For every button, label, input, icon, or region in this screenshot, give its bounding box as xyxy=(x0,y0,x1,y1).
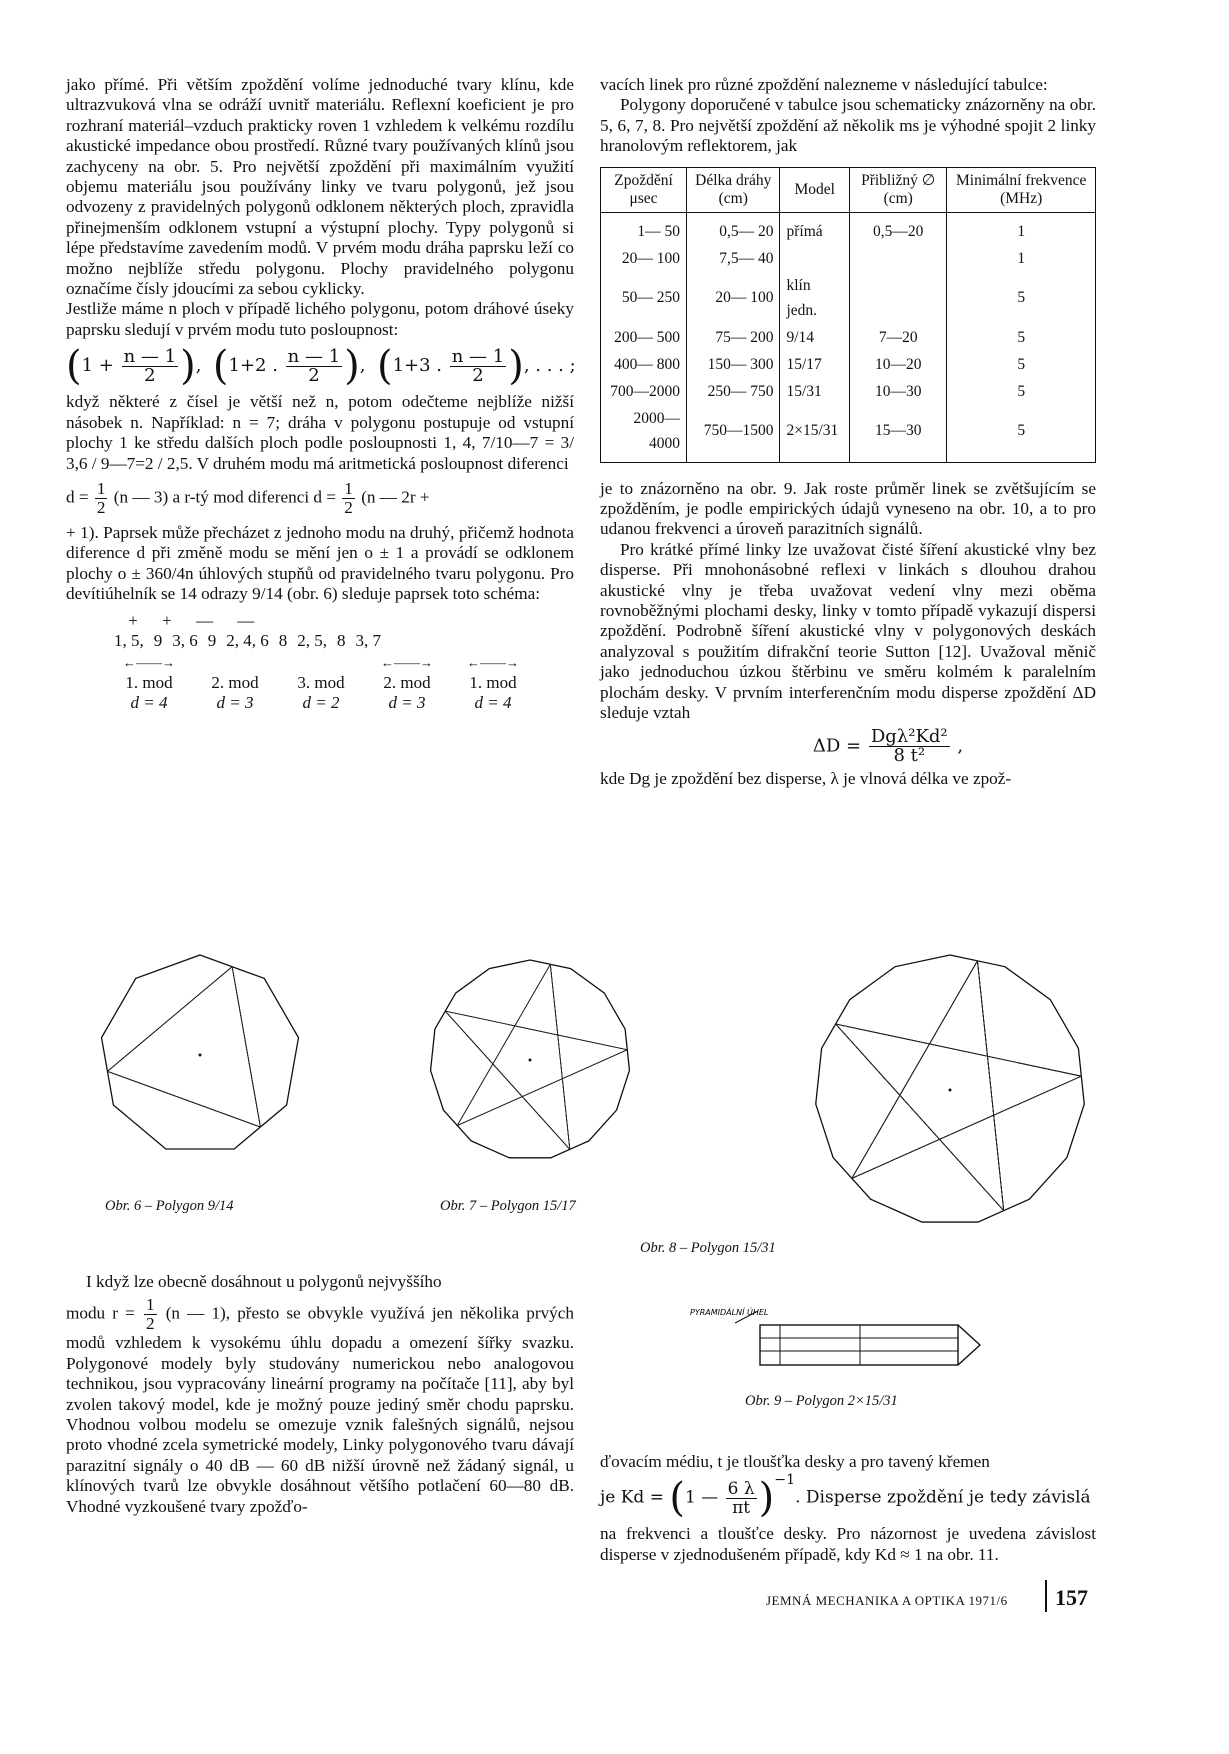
table-cell: 0,5—20 xyxy=(850,212,947,245)
page-number: 157 xyxy=(1055,1585,1088,1610)
schema-mark xyxy=(114,611,118,631)
schema-mark xyxy=(182,611,186,631)
table-cell: 2×15/31 xyxy=(780,405,850,463)
schema-number: 2, 5, xyxy=(297,630,327,650)
table-cell: 5 xyxy=(947,324,1096,351)
journal-footer: JEMNÁ MECHANIKA A OPTIKA 1971/6 xyxy=(766,1593,1008,1608)
center-point xyxy=(199,1054,202,1057)
difference-label: d = 4 xyxy=(474,693,512,713)
right-column xyxy=(600,75,1096,789)
table-row xyxy=(601,324,1096,351)
ray-path xyxy=(852,961,978,1179)
table-cell: 15/17 xyxy=(780,351,850,378)
table-cell: 5 xyxy=(947,378,1096,405)
schema-number: 9 xyxy=(207,630,217,650)
table-cell: 7,5— 40 xyxy=(687,245,780,272)
table-cell: 7—20 xyxy=(850,324,947,351)
table-row xyxy=(601,351,1096,378)
mode-label: 2. mod xyxy=(211,672,259,692)
figure-caption: Obr. 9 – Polygon 2×15/31 xyxy=(745,1393,898,1409)
table-cell: 5 xyxy=(947,272,1096,324)
table-cell: přímá xyxy=(780,212,850,245)
table-header: Model xyxy=(780,167,850,212)
schema-mark xyxy=(148,611,152,631)
center-point xyxy=(949,1089,952,1092)
difference-label: d = 4 xyxy=(130,693,168,713)
ray-path xyxy=(445,1011,569,1149)
ray-path xyxy=(550,964,569,1149)
polygon-15-17-figure xyxy=(410,940,650,1180)
left-lower-text: I když lze obecně dosáhnout u polygonů nejvyššího modu r = $\frac{1}{2}$ (n — 1), přesto se obvykle využívá jen několika prvých modů vzhledem k vysokému úhlu dopadu a omezení šířky svazku. Polygonové modely byly studovány numerickou nebo analogovou technikou, jsou vypracovány lineární programy na počítače [11], aby byl zvolen takový model, kde je možný pouze jediný směr chodu paprsku. Vhodnou volbou modelu se omezuje vznik falešných signálů, nejsou proto vhodné zcela symetrické modely, Linky polygonového tvaru dávají parazitní signály o 40 dB — 60 dB nižší úrovně než žádaný signál, u klínových tvarů lze obvykle dosáhnout většího potlačení 60—80 dB. Vhodné vyzkoušené tvary zpožďo- xyxy=(66,1272,574,1516)
table-cell: 20— 100 xyxy=(601,245,687,272)
kd-equation: je Kd = (1 — $\frac{6 \lambda}{\pi t}$ )$^{-1}$. Disperse zpoždění je tedy závislá xyxy=(600,1472,1091,1522)
paragraph: jako přímé. Při větším zpoždění volíme jednoduché tvary klínu, kde ultrazvuková vlna se odráží uvnitř materiálu. Reflexní koeficient je pro rozhraní materiál–vzduch prakticky roven 1 vzhledem k velkému rozdílu akustické impedance obou prostředí. Různé tvary používaných klínů jsou zachyceny na obr. 5. Pro největší zpoždění při maximálním využití objemu materiálu jsou používány linky ve tvaru polygonů, jež jsou odvozeny z pravidelných polygonů odklonem některých ploch, zpravidla přinejmenším odklonem vstupní a výstupní plochy. Typy polygonů si lépe představíme zavedením modů. V prvém modu dráha paprsku leží co možno nejblíže středu polygonu. Plochy pravidelného polygonu označíme čísly jdoucími za sebou cyklicky. xyxy=(66,75,574,299)
ray-path xyxy=(107,967,232,1072)
table-cell xyxy=(850,272,947,324)
schema-number: 8 xyxy=(278,630,288,650)
paragraph: ďovacím médiu, t je tloušťka desky a pro tavený křemen xyxy=(600,1452,990,1471)
table-cell: 750—1500 xyxy=(687,405,780,463)
table-cell: 5 xyxy=(947,351,1096,378)
paragraph: když některé z čísel je větší než n, potom odečteme nejblíže nižší násobek n. Například: n = 7; dráha v polygonu postupuje od vstupní plochy 1 ke středu dalších ploch podle posloupnosti 1, 4, 7/10—7 = 3/ 3,6 / 9—7=2 / 2,5. V druhém modu má aritmetická posloupnost diferenci xyxy=(66,392,574,473)
table-cell: 200— 500 xyxy=(601,324,687,351)
paragraph: Polygony doporučené v tabulce jsou schematicky znázorněny na obr. 5, 6, 7, 8. Pro největší zpoždění až několik ms je výhodné spojit 2 linky hranolovým reflektorem, jak xyxy=(600,95,1096,156)
paragraph: Pro krátké přímé linky lze uvažovat čisté šíření akustické vlny bez disperse. Při mnohonásobné reflexi v linkách s dlouhou drahou akustické vlny je třeba uvažovat vedení vlny mezi oběma rovnoběžnými plochami desky, linky v tomto případě vykazují dispersi zpoždění. Podrobně šíření akustické vlny v polygonových deskách analyzoval s použitím difrakční teorie Sutton [12]. Uvažoval měnič jako jednoduchou úzkou štěrbinu ve směru kolmém k paralelním plochám desky. V prvním interferenčním modu disperse zpoždění ΔD sleduje vztah xyxy=(600,539,1096,723)
table-header: Délka dráhy (cm) xyxy=(687,167,780,212)
table-header: Přibližný ∅ (cm) xyxy=(850,167,947,212)
table-row xyxy=(601,212,1096,245)
mode-label: 1. mod xyxy=(469,672,517,692)
table-row xyxy=(601,245,1096,272)
table-cell: 150— 300 xyxy=(687,351,780,378)
table-cell: 15—30 xyxy=(850,405,947,463)
figure-caption: Obr. 6 – Polygon 9/14 xyxy=(105,1198,234,1214)
schema-number: 9 xyxy=(153,630,163,650)
ray-path xyxy=(232,967,260,1127)
schema-mark xyxy=(264,611,268,631)
dispersion-equation: ΔD = $\frac{\text{Dgλ²Kd²}}{\text{8 t²}}$ , xyxy=(812,725,964,766)
delay-table xyxy=(600,167,1096,463)
table-cell: 15/31 xyxy=(780,378,850,405)
mode-schema: + + — — 1, 5, 9 3, 6 9 2, 4, 6 8 2, 5, 8 3, 7 ←——→ ←——→ ←——→ 1. mod 2. mod 3. mod 2. mod 1. mod d = 4 d = 3 d = 2 d = 3 d = 4 xyxy=(66,611,574,714)
figure-caption: Obr. 7 – Polygon 15/17 xyxy=(440,1198,576,1214)
footer-divider xyxy=(1045,1580,1047,1612)
table-cell: 20— 100 xyxy=(687,272,780,324)
table-cell: 400— 800 xyxy=(601,351,687,378)
schema-mark: + xyxy=(128,610,138,630)
table-cell: 75— 200 xyxy=(687,324,780,351)
difference-label: d = 2 xyxy=(302,693,340,713)
paragraph: na frekvenci a tloušťce desky. Pro názornost je uvedena závislost disperse v zjednodušeném případě, kdy Kd ≈ 1 na obr. 11. xyxy=(600,1524,1096,1564)
table-cell: 1— 50 xyxy=(601,212,687,245)
figure-caption: Obr. 8 – Polygon 15/31 xyxy=(640,1240,776,1256)
table-header: Minimální frekvence (MHz) xyxy=(947,167,1096,212)
pyramid-angle-label: PYRAMIDÁLNÍ ÚHEL xyxy=(690,1308,769,1317)
left-column xyxy=(66,75,574,714)
mode-label: 2. mod xyxy=(383,672,431,692)
table-cell: 1 xyxy=(947,212,1096,245)
sequence-formula: (1 + $\frac{n — 1}{2}$ ), (1+2 . $\frac{n — 1}{2}$ ), (1+3 . $\frac{n — 1}{2}$ ), . . . ; xyxy=(66,343,576,390)
difference-label: d = 3 xyxy=(216,693,254,713)
ray-path xyxy=(977,961,1003,1211)
schema-mark: — xyxy=(237,610,255,630)
table-cell: 1 xyxy=(947,245,1096,272)
polygon-9-14-figure xyxy=(70,930,330,1180)
table-cell: 9/14 xyxy=(780,324,850,351)
mode-label: 1. mod xyxy=(125,672,173,692)
table-cell xyxy=(780,245,850,272)
difference-formula: d = $\frac{1}{2}$ (n — 3) a r-tý mod diferenci d = $\frac{1}{2}$ (n — 2r + xyxy=(66,478,430,517)
schema-number: 2, 4, 6 xyxy=(226,630,269,650)
table-row xyxy=(601,378,1096,405)
table-cell: 5 xyxy=(947,405,1096,463)
center-point xyxy=(529,1059,532,1062)
ray-path xyxy=(836,1024,1082,1076)
polygon-2x15-31-figure xyxy=(680,1295,1010,1375)
table-row xyxy=(601,272,1096,324)
difference-label: d = 3 xyxy=(388,693,426,713)
right-lower-text xyxy=(600,1452,1096,1565)
table-cell: 700—2000 xyxy=(601,378,687,405)
paragraph: je to znázorněno na obr. 9. Jak roste průměr linek se zvětšujícím se zpožděním, je podle empirických údajů vyneseno na obr. 10, a to pro udanou frekvenci a úroveň parazitních signálů. xyxy=(600,478,1096,539)
paragraph: vacích linek pro různé zpoždění nalezneme v následující tabulce: xyxy=(600,75,1048,94)
ray-path xyxy=(457,964,550,1125)
paragraph: + 1). Paprsek může přecházet z jednoho modu na druhý, přičemž hodnota diference d při změně modu se mění jen o ± 1 a provádí se odklonem plochy o ± 360/4n úhlových stupňů od pravidelného tvaru polygonu. Pro devítiúhelník se 14 odrazy 9/14 (obr. 6) sleduje paprsek toto schéma: xyxy=(66,522,574,604)
table-cell xyxy=(850,245,947,272)
table-cell: 250— 750 xyxy=(687,378,780,405)
table-cell: 0,5— 20 xyxy=(687,212,780,245)
table-row xyxy=(601,405,1096,463)
schema-number: 1, 5, xyxy=(114,630,144,650)
mode-label: 3. mod xyxy=(297,672,345,692)
ray-path xyxy=(445,1011,627,1050)
paragraph: kde Dg je zpoždění bez disperse, λ je vlnová délka ve zpož- xyxy=(600,768,1012,788)
table-header: Zpoždění μsec xyxy=(601,167,687,212)
paragraph: I když lze obecně dosáhnout u polygonů nejvyššího xyxy=(86,1272,442,1291)
schema-number: 3, 7 xyxy=(355,630,381,650)
table-cell: 10—30 xyxy=(850,378,947,405)
schema-mark: — xyxy=(195,610,213,630)
ray-path xyxy=(836,1024,1004,1211)
polygon-15-31-figure xyxy=(790,940,1110,1240)
table-cell: klín jedn. xyxy=(780,272,850,324)
schema-mark xyxy=(223,611,227,631)
schema-number: 3, 6 xyxy=(172,630,198,650)
paragraph: Jestliže máme n ploch v případě lichého polygonu, potom dráhové úseky paprsku sledují v prvém modu tuto posloupnost: xyxy=(66,299,574,339)
table-cell: 50— 250 xyxy=(601,272,687,324)
ray-path xyxy=(852,1076,1081,1178)
schema-mark: + xyxy=(162,610,172,630)
table-cell: 10—20 xyxy=(850,351,947,378)
table-cell: 2000—4000 xyxy=(601,405,687,463)
schema-number: 8 xyxy=(337,630,346,650)
ray-path xyxy=(457,1050,627,1126)
